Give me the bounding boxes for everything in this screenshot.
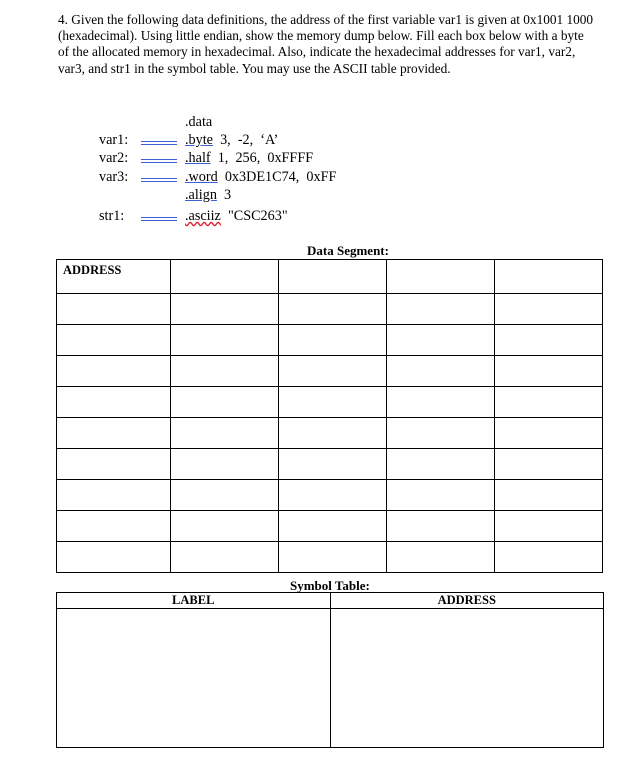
args-align: 3 <box>224 187 232 203</box>
address-cell[interactable] <box>57 542 171 573</box>
byte-cell[interactable] <box>171 387 279 418</box>
directive-word: .word <box>185 169 218 185</box>
table-row <box>57 609 604 748</box>
data-directive: .data <box>185 114 213 130</box>
byte-cell[interactable] <box>279 325 387 356</box>
table-row <box>57 356 603 387</box>
byte-cell[interactable] <box>279 511 387 542</box>
byte-cell[interactable] <box>171 418 279 449</box>
blank-line-var3 <box>141 178 177 182</box>
byte-cell[interactable] <box>387 325 495 356</box>
table-row <box>57 593 604 609</box>
table-row <box>57 449 603 480</box>
data-segment-table <box>56 259 603 573</box>
table-row <box>57 542 603 573</box>
blank-line-var1 <box>141 141 177 145</box>
byte-cell[interactable] <box>387 511 495 542</box>
address-header: ADDRESS <box>57 260 171 294</box>
table-row <box>57 325 603 356</box>
blank-line-var2 <box>141 159 177 163</box>
byte-cell[interactable] <box>279 387 387 418</box>
args-var3: 0x3DE1C74, 0xFF <box>224 169 337 185</box>
table-row <box>57 480 603 511</box>
byte-cell[interactable] <box>279 449 387 480</box>
directive-half: .half <box>185 150 211 166</box>
args-var1: 3, -2, ‘A’ <box>220 132 279 148</box>
byte-cell[interactable] <box>495 511 603 542</box>
address-cell[interactable] <box>57 294 171 325</box>
byte-cell[interactable] <box>279 418 387 449</box>
byte-cell[interactable] <box>495 325 603 356</box>
byte-cell[interactable] <box>171 480 279 511</box>
symbol-table-title: Symbol Table: <box>290 578 370 593</box>
byte-cell[interactable] <box>387 480 495 511</box>
table-row <box>57 511 603 542</box>
byte-cell[interactable] <box>495 294 603 325</box>
address-cell[interactable] <box>57 511 171 542</box>
address-cell[interactable] <box>57 480 171 511</box>
directive-align: .align <box>185 187 217 203</box>
byte-cell[interactable] <box>279 260 387 294</box>
args-str1: "CSC263" <box>227 208 288 224</box>
byte-cell[interactable] <box>387 418 495 449</box>
code-label-var2: var2: <box>99 150 129 166</box>
address-cell[interactable] <box>57 356 171 387</box>
address-cell[interactable] <box>57 387 171 418</box>
label-cell[interactable] <box>57 609 331 748</box>
byte-cell[interactable] <box>387 356 495 387</box>
data-segment-title: Data Segment: <box>307 243 389 258</box>
address-cell[interactable] <box>330 609 604 748</box>
byte-cell[interactable] <box>279 480 387 511</box>
byte-cell[interactable] <box>171 542 279 573</box>
byte-cell[interactable] <box>387 294 495 325</box>
byte-cell[interactable] <box>495 449 603 480</box>
blank-line-str1 <box>141 217 177 221</box>
byte-cell[interactable] <box>387 542 495 573</box>
table-row <box>57 387 603 418</box>
byte-cell[interactable] <box>171 294 279 325</box>
byte-cell[interactable] <box>279 294 387 325</box>
args-var2: 1, 256, 0xFFFF <box>217 150 314 166</box>
byte-cell[interactable] <box>495 356 603 387</box>
byte-cell[interactable] <box>495 387 603 418</box>
label-header: LABEL <box>57 593 331 609</box>
byte-cell[interactable] <box>171 356 279 387</box>
byte-cell[interactable] <box>495 418 603 449</box>
byte-cell[interactable] <box>171 511 279 542</box>
address-cell[interactable] <box>57 449 171 480</box>
address-cell[interactable] <box>57 325 171 356</box>
byte-cell[interactable] <box>387 387 495 418</box>
directive-asciiz: .asciiz <box>185 208 221 224</box>
byte-cell[interactable] <box>387 449 495 480</box>
byte-cell[interactable] <box>171 449 279 480</box>
byte-cell[interactable] <box>495 260 603 294</box>
directive-byte: .byte <box>185 132 213 148</box>
byte-cell[interactable] <box>495 542 603 573</box>
byte-cell[interactable] <box>279 542 387 573</box>
table-row <box>57 418 603 449</box>
question-text: 4. Given the following data definitions, the address of the first variable var1 is given at 0x1001 1000 (hexadecimal). Using little endian, show the memory dump below. Fill each box below with a byte of the allocated memory in hexadecimal. Also, indicate the hexadecimal addresses for var1, var2, var3, and str1 in the symbol table. You may use the ASCII table provided. <box>58 12 594 76</box>
code-label-str1: str1: <box>99 208 125 224</box>
code-label-var1: var1: <box>99 132 129 148</box>
byte-cell[interactable] <box>171 325 279 356</box>
byte-cell[interactable] <box>495 480 603 511</box>
address-header: ADDRESS <box>330 593 604 609</box>
code-label-var3: var3: <box>99 169 129 185</box>
byte-cell[interactable] <box>387 260 495 294</box>
byte-cell[interactable] <box>279 356 387 387</box>
symbol-table <box>56 592 604 748</box>
table-row <box>57 294 603 325</box>
address-cell[interactable] <box>57 418 171 449</box>
table-row <box>57 260 603 294</box>
byte-cell[interactable] <box>171 260 279 294</box>
